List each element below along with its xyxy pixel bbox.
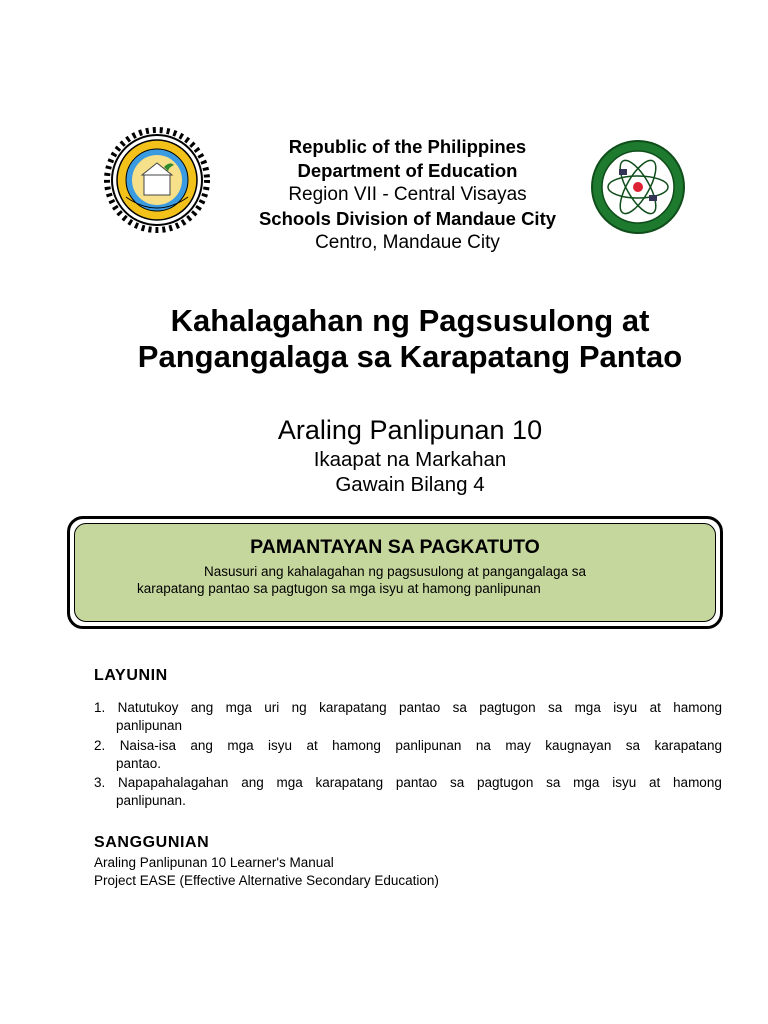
objective-continuation: panlipunan.	[116, 793, 186, 808]
objective-word: ang	[241, 775, 264, 790]
reference-item: Project EASE (Effective Alternative Secondary Education)	[94, 873, 439, 888]
objective-item	[94, 699, 722, 735]
objective-line	[94, 699, 722, 717]
objective-word: at	[649, 700, 661, 715]
objective-item	[94, 737, 722, 773]
objective-word: Naisa-isa	[119, 738, 176, 753]
subject-quarter: Ikaapat na Markahan	[313, 448, 507, 471]
objective-word: pagtugon	[479, 700, 536, 715]
objective-word: pantao	[395, 775, 438, 790]
objective-word: ang	[190, 700, 214, 715]
objective-word: panlipunan	[395, 738, 462, 753]
header-region: Region VII - Central Visayas	[288, 184, 527, 205]
objective-word: isyu	[268, 738, 293, 753]
objective-continuation: panlipunan	[116, 718, 183, 733]
objective-word: mga	[574, 700, 601, 715]
objective-word: ng	[291, 700, 307, 715]
learning-standard-line-2: karapatang pantao sa pagtugon sa mga isyu at hamong panlipunan	[137, 581, 541, 596]
objective-word: sa	[625, 738, 641, 753]
objective-item	[94, 774, 722, 810]
header-division: Schools Division of Mandaue City	[258, 208, 557, 229]
objective-word: isyu	[612, 775, 637, 790]
objective-word: sa	[449, 775, 465, 790]
objective-word: may	[505, 738, 531, 753]
title-line-2: Pangangalaga sa Karapatang Pantao	[137, 339, 683, 374]
objective-word: mga	[227, 738, 254, 753]
learning-standard-box	[67, 516, 723, 629]
objective-line	[94, 774, 722, 792]
objective-word: sa	[546, 775, 561, 790]
header-block	[200, 135, 615, 255]
header-address: Centro, Mandaue City	[315, 232, 500, 253]
objective-word: sa	[547, 700, 563, 715]
objective-word: at	[306, 738, 318, 753]
title-line-1: Kahalagahan ng Pagsusulong at	[170, 303, 650, 338]
objective-word: kaugnayan	[545, 738, 612, 753]
objective-word: karapatang	[315, 775, 384, 790]
objective-word: hamong	[332, 738, 381, 753]
objective-word: karapatang	[654, 738, 722, 753]
objective-word: mga	[225, 700, 252, 715]
objectives-heading: LAYUNIN	[94, 667, 168, 684]
objective-line	[94, 737, 722, 755]
objective-continuation: pantao.	[116, 756, 162, 771]
subject-name: Araling Panlipunan 10	[277, 415, 543, 445]
document-title	[60, 303, 760, 375]
objective-word: mga	[276, 775, 303, 790]
objective-word: at	[649, 775, 661, 790]
header-republic: Republic of the Philippines	[288, 136, 527, 157]
subject-block	[40, 413, 768, 497]
objective-word: hamong	[673, 700, 722, 715]
objective-word: mga	[573, 775, 600, 790]
objective-word: hamong	[673, 775, 722, 790]
objective-word: pantao	[398, 700, 441, 715]
objective-word: karapatang	[319, 700, 387, 715]
header-department: Department of Education	[297, 160, 518, 181]
objective-word: 3.	[94, 775, 106, 790]
objective-word: ang	[190, 738, 213, 753]
division-seal-icon	[102, 127, 212, 233]
subject-activity: Gawain Bilang 4	[335, 473, 485, 496]
learning-standard-panel	[74, 523, 716, 622]
objective-word: uri	[264, 700, 280, 715]
learning-standard-title: PAMANTAYAN SA PAGKATUTO	[250, 536, 540, 558]
objective-word: Napapahalagahan	[118, 775, 229, 790]
objective-word: isyu	[613, 700, 638, 715]
objective-word: pagtugon	[477, 775, 534, 790]
objective-word: sa	[452, 700, 467, 715]
objective-word: na	[475, 738, 491, 753]
objective-word: Natutukoy	[117, 700, 179, 715]
learning-standard-line-1: Nasusuri ang kahalagahan ng pagsusulong at pangangalaga sa	[203, 564, 587, 579]
reference-item: Araling Panlipunan 10 Learner's Manual	[94, 855, 334, 870]
objective-word: 2.	[94, 738, 106, 753]
objective-word: 1.	[94, 700, 106, 715]
references-heading: SANGGUNIAN	[94, 834, 210, 851]
